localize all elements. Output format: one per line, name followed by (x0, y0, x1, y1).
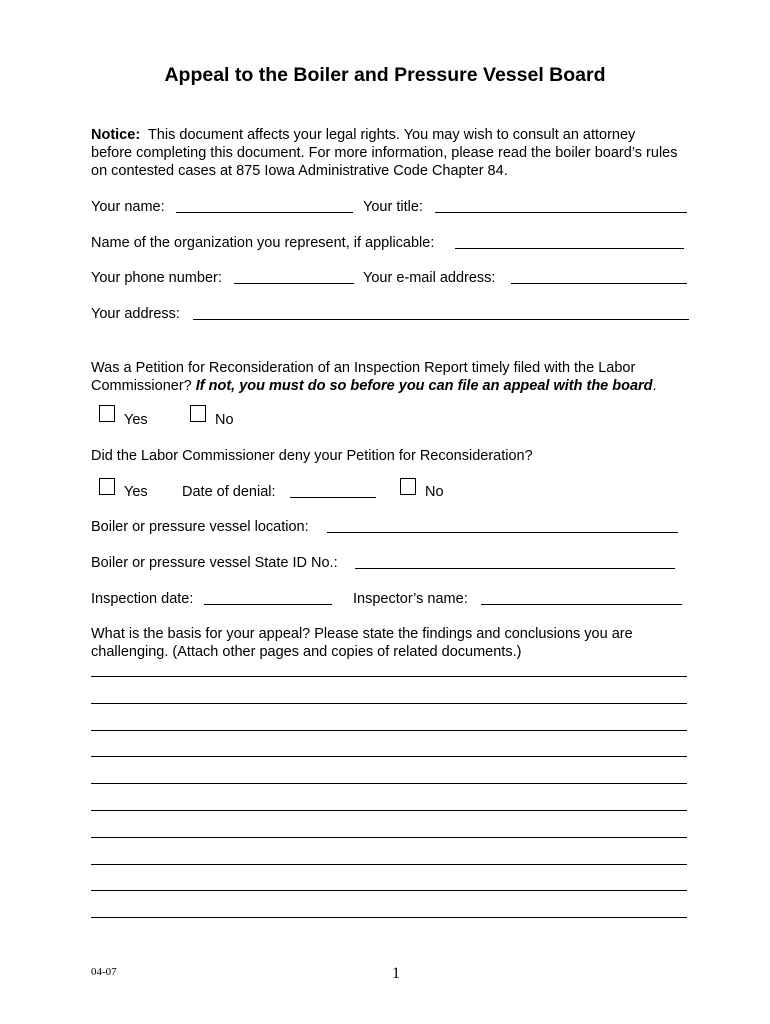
notice-paragraph (91, 126, 721, 180)
petition-question-line-2: Commissioner? (91, 378, 196, 394)
basis-answer-line[interactable] (91, 769, 687, 784)
petition-no-label: No (215, 412, 234, 428)
basis-answer-line[interactable] (91, 850, 687, 865)
organization-field[interactable] (455, 233, 684, 249)
inspection-date-label: Inspection date: (91, 591, 194, 607)
notice-line-1: This document affects your legal rights. You may wish to consult an attorney (147, 127, 636, 143)
petition-warning-period: . (652, 378, 657, 394)
name-label: Your name: (91, 199, 165, 215)
name-field[interactable] (176, 197, 353, 213)
title-field[interactable] (435, 197, 687, 213)
denial-date-field[interactable] (290, 482, 376, 498)
phone-field[interactable] (234, 268, 354, 284)
email-field[interactable] (511, 268, 687, 284)
page-title: Appeal to the Boiler and Pressure Vessel Board (164, 64, 606, 86)
petition-no-checkbox[interactable] (190, 405, 206, 422)
basis-answer-line[interactable] (91, 796, 687, 811)
denial-no-checkbox[interactable] (400, 478, 416, 495)
denial-question: Did the Labor Commissioner deny your Petition for Reconsideration? (91, 448, 533, 464)
denial-yes-label: Yes (124, 484, 148, 500)
denial-no-label: No (425, 484, 444, 500)
page-number: 1 (392, 965, 400, 982)
state-id-label: Boiler or pressure vessel State ID No.: (91, 555, 338, 571)
phone-label: Your phone number: (91, 270, 222, 286)
petition-warning: If not, you must do so before you can file an appeal with the board (195, 378, 653, 394)
basis-answer-line[interactable] (91, 742, 687, 757)
inspector-name-label: Inspector’s name: (353, 591, 468, 607)
address-field[interactable] (193, 304, 689, 320)
petition-question-line-1: Was a Petition for Reconsideration of an Inspection Report timely filed with the Labor (91, 360, 636, 376)
petition-yes-checkbox[interactable] (99, 405, 115, 422)
petition-question (91, 359, 721, 395)
basis-answer-line[interactable] (91, 903, 687, 918)
email-label: Your e-mail address: (363, 270, 496, 286)
basis-answer-line[interactable] (91, 716, 687, 731)
notice-line-2: before completing this document. For more information, please read the boiler board’s rules (91, 145, 678, 161)
notice-line-3: on contested cases at 875 Iowa Administrative Code Chapter 84. (91, 163, 508, 179)
title-label: Your title: (363, 199, 423, 215)
basis-answer-line[interactable] (91, 689, 687, 704)
basis-question (91, 625, 721, 661)
denial-yes-checkbox[interactable] (99, 478, 115, 495)
form-code: 04-07 (91, 966, 117, 978)
state-id-field[interactable] (355, 553, 675, 569)
basis-answer-line[interactable] (91, 662, 687, 677)
organization-label: Name of the organization you represent, if applicable: (91, 235, 435, 251)
basis-answer-line[interactable] (91, 823, 687, 838)
basis-answer-line[interactable] (91, 876, 687, 891)
basis-question-line-1: What is the basis for your appeal? Please state the findings and conclusions you are (91, 626, 633, 642)
address-label: Your address: (91, 306, 180, 322)
notice-label: Notice: (91, 127, 141, 143)
inspection-date-field[interactable] (204, 589, 332, 605)
vessel-location-label: Boiler or pressure vessel location: (91, 519, 309, 535)
basis-question-line-2: challenging. (Attach other pages and copies of related documents.) (91, 644, 522, 660)
vessel-location-field[interactable] (327, 517, 678, 533)
inspector-name-field[interactable] (481, 589, 682, 605)
petition-yes-label: Yes (124, 412, 148, 428)
denial-date-label: Date of denial: (182, 484, 276, 500)
